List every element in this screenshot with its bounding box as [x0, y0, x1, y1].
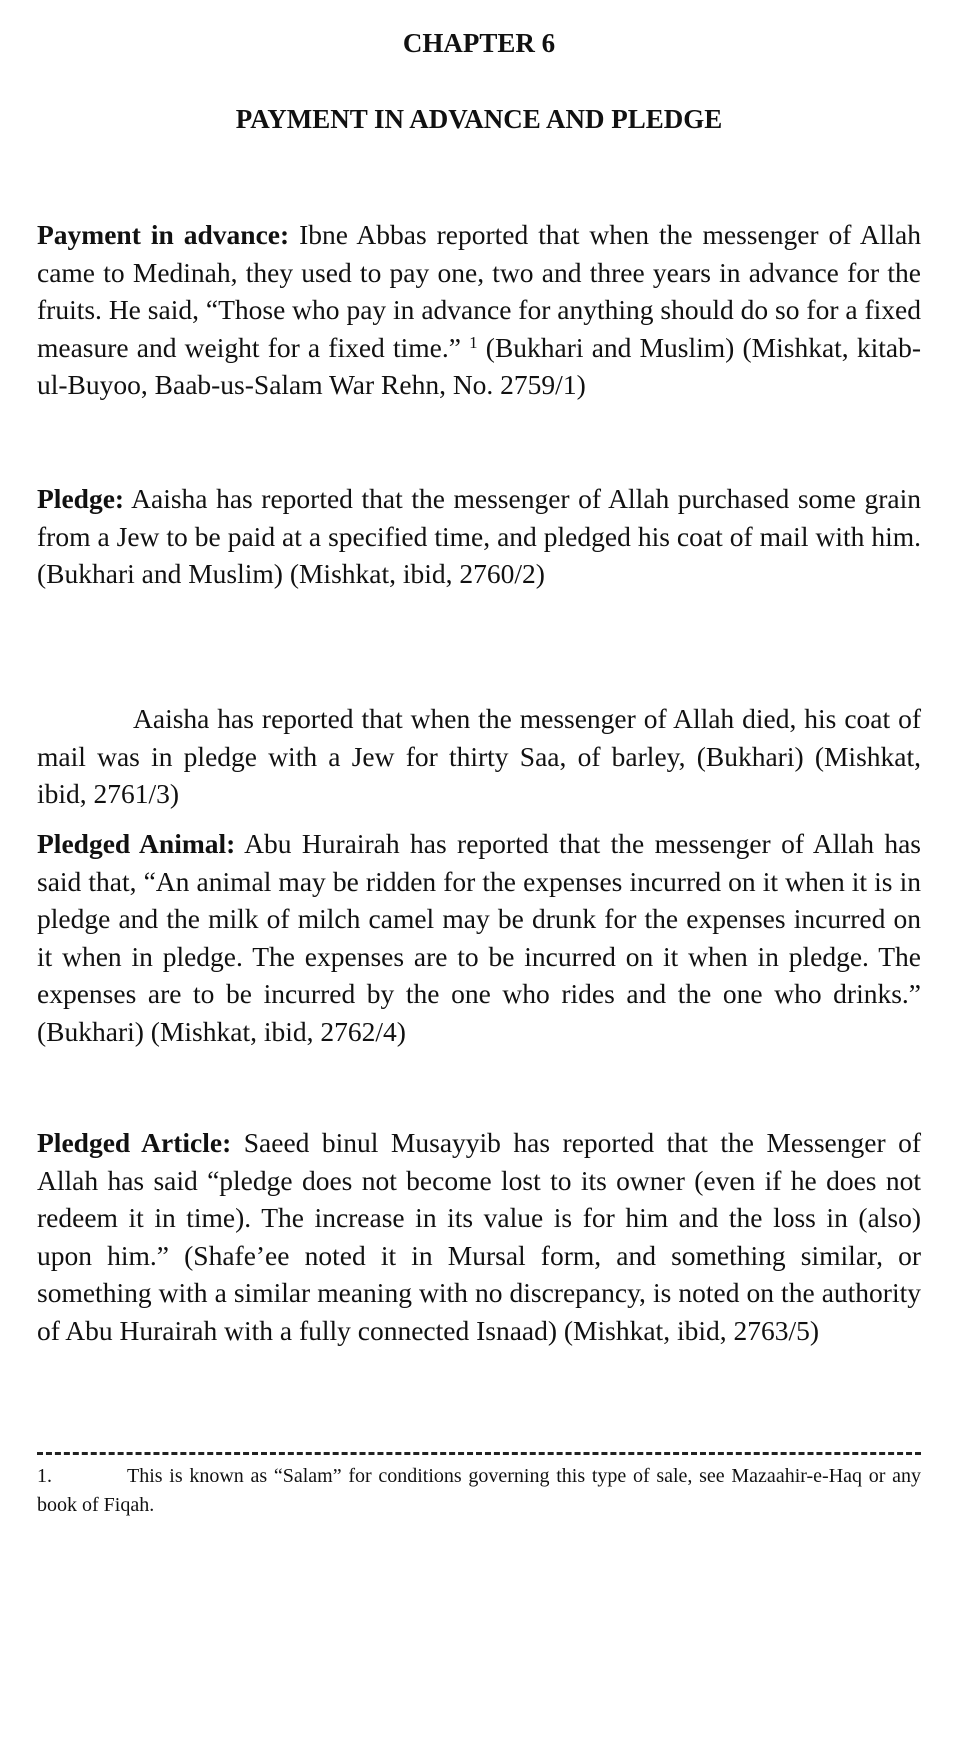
- footnote-reference[interactable]: 1: [469, 332, 478, 352]
- paragraph-heading: Payment in advance:: [37, 219, 290, 250]
- paragraph-heading: Pledged Article:: [37, 1127, 232, 1158]
- paragraph-text: Ibne Abbas reported that when the messenger of Allah came to Medinah, they used to pay one, two and three years in advance for the fruits. He said, “Those who pay in advance for anything should do so for a fixed measure and weight for a fixed time.”: [37, 219, 921, 363]
- paragraph-pledge-continued: [37, 700, 921, 813]
- paragraph-pledged-article: [37, 1124, 921, 1349]
- footnote-divider: [37, 1452, 921, 1455]
- paragraph-text: Saeed binul Musayyib has reported that the Messenger of Allah has said “pledge does not become lost to its owner (even if he does not redeem it in time). The increase in its value is for him and the loss in (also) upon him.” (Shafe’ee noted it in Mursal form, and something similar, or something with a similar meaning with no discrepancy, is noted on the authority of Abu Hurairah with a fully connected Isnaad) (Mishkat, ibid, 2763/5): [37, 1127, 922, 1346]
- footnote-number: 1.: [37, 1465, 52, 1487]
- chapter-title: PAYMENT IN ADVANCE AND PLEDGE: [235, 104, 723, 134]
- paragraph-heading: Pledge:: [37, 483, 125, 514]
- paragraph-text: Abu Hurairah has reported that the messenger of Allah has said that, “An animal may be ridden for the expenses incurred on it when it is in pledge and the milk of milch camel may be drunk for the expenses incurred on it when in pledge. The expenses are to be incurred on it when in pledge. The expenses are to be incurred by the one who rides and the one who drinks.” (Bukhari) (Mishkat, ibid, 2762/4): [37, 828, 921, 1047]
- paragraph-text: (Bukhari and Muslim) (Mishkat, kitab-ul-Buyoo, Baab-us-Salam War Rehn, No. 2759/1): [37, 331, 922, 400]
- paragraph-text: Aaisha has reported that the messenger of Allah purchased some grain from a Jew to be paid at a specified time, and pledged his coat of mail with him. (Bukhari and Muslim) (Mishkat, ibid, 2760/2): [37, 483, 921, 589]
- paragraph-pledge: [37, 480, 921, 593]
- paragraph-payment-in-advance: [37, 216, 921, 404]
- paragraph-pledged-animal: [37, 825, 921, 1050]
- paragraph-text: Aaisha has reported that when the messenger of Allah died, his coat of mail was in pledge with a Jew for thirty Saa, of barley, (Bukhari) (Mishkat, ibid, 2761/3): [37, 703, 921, 809]
- footnote: [37, 1462, 921, 1520]
- paragraph-heading: Pledged Animal:: [37, 828, 236, 859]
- footnote-text: This is known as “Salam” for conditions governing this type of sale, see Mazaahir-e-Haq or any book of Fiqah.: [37, 1465, 921, 1516]
- chapter-heading: CHAPTER 6: [402, 28, 556, 58]
